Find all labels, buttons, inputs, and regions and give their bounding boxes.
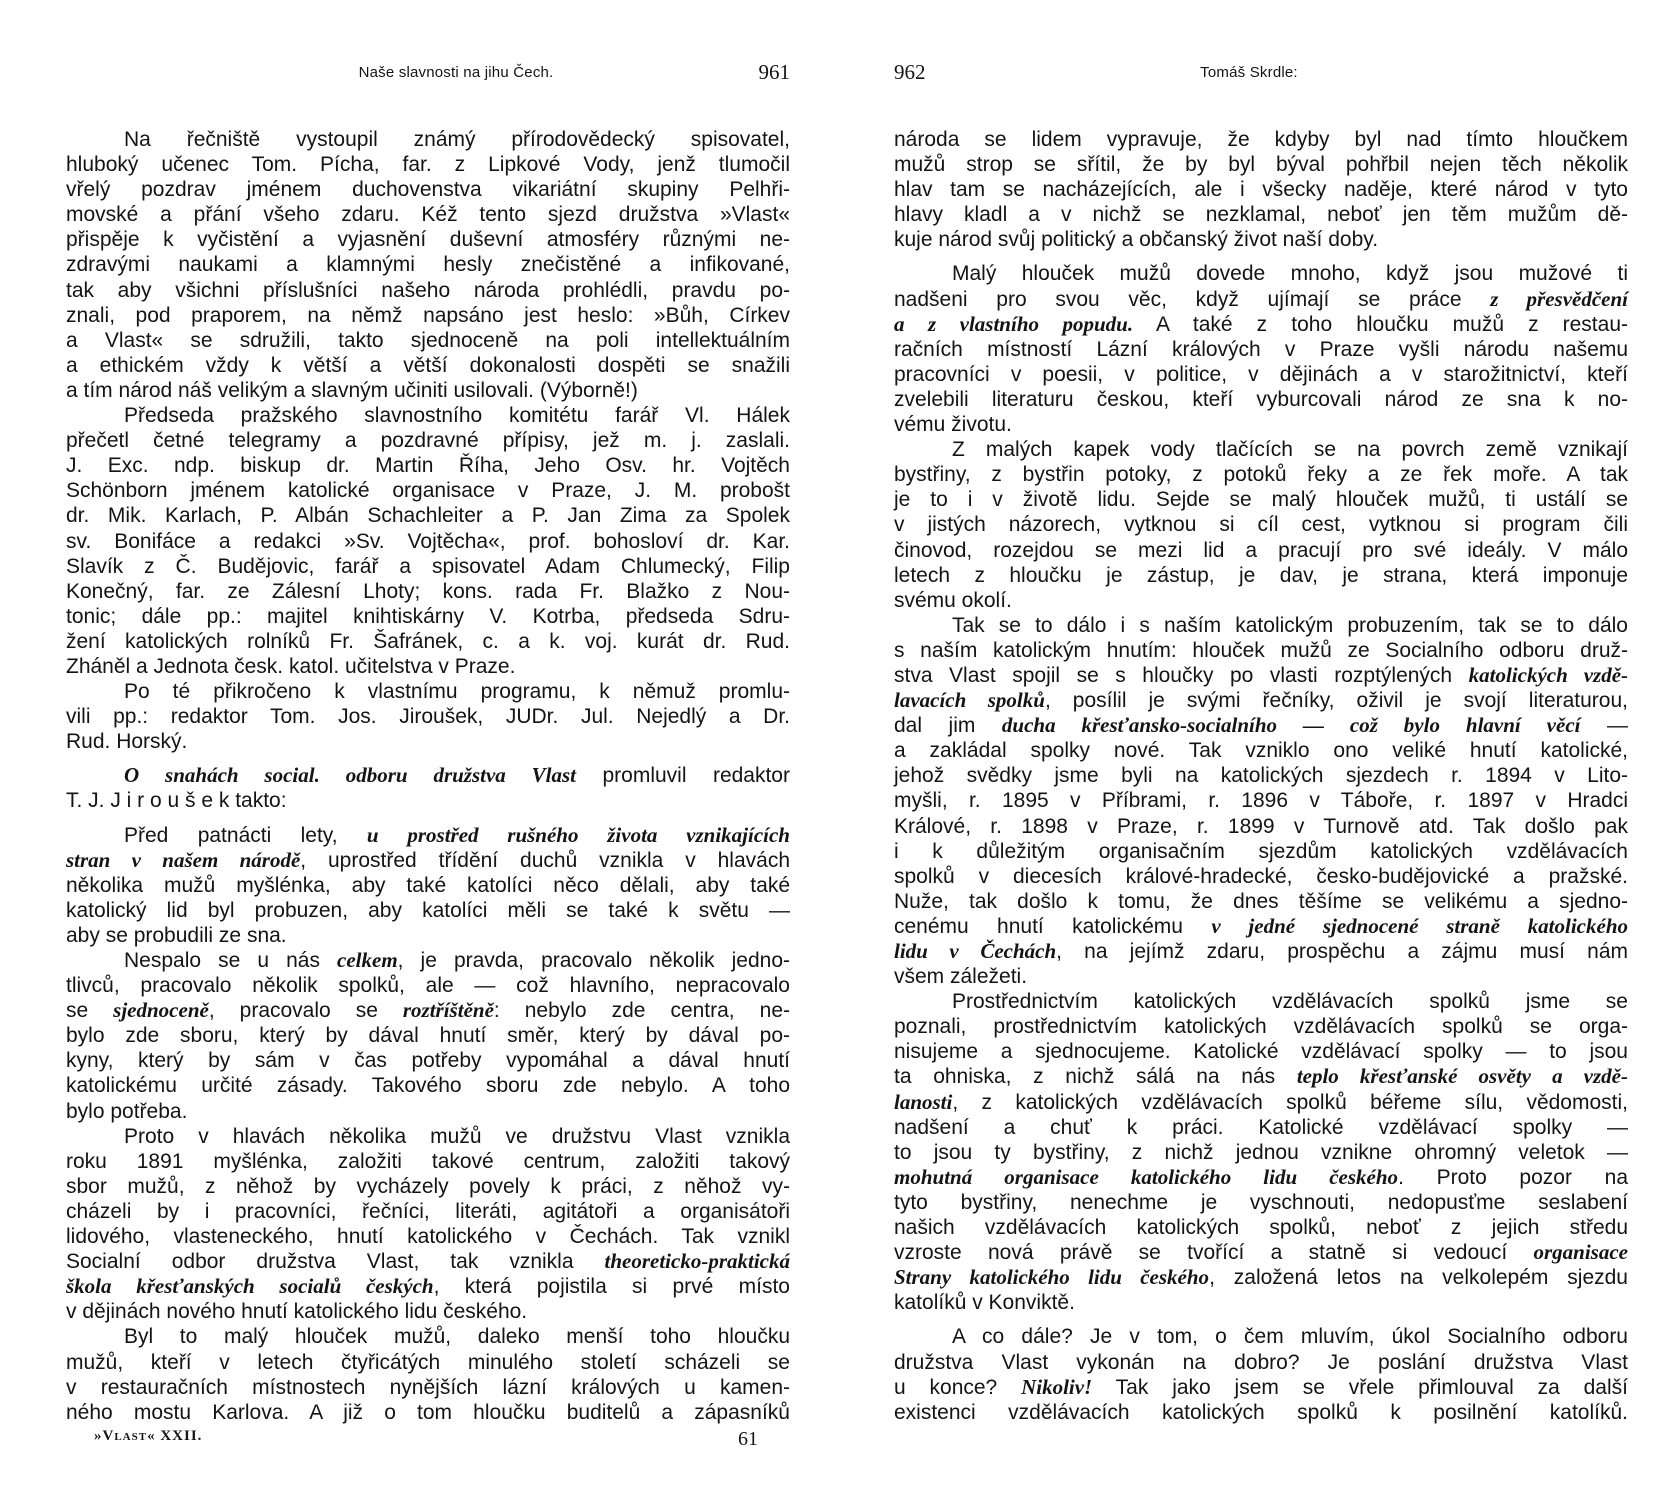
text-segment: Tak se to dálo i s naším katolickým probuzením, tak se to dálo: [952, 613, 1628, 637]
text-line: [894, 387, 1628, 412]
text-segment: i k důležitým organisačním sjezdům katolických vzdělávacích: [894, 839, 1628, 863]
paragraph: [894, 613, 1628, 989]
paragraph: [66, 403, 790, 679]
text-segment: , posílil je svými řečníky, oživil je svojí literaturou,: [1044, 689, 1628, 713]
text-segment: Králové, r. 1898 v Praze, r. 1899 v Turnově atd. Tak došlo pak: [894, 814, 1628, 838]
text-line: [894, 914, 1628, 939]
text-segment: Byl to malý hlouček mužů, daleko menší toho hloučku: [124, 1325, 790, 1349]
text-segment: cenému hnutí katolickému: [894, 914, 1212, 938]
text-segment: bylo zde sboru, který by dával hnutí směr, který by dával po-: [66, 1024, 790, 1048]
text-segment: bylo potřeba.: [66, 1099, 188, 1123]
emphasized-text: teplo křesťanské osvěty a vzdě-: [1296, 1064, 1628, 1089]
text-line: [66, 654, 790, 679]
text-line: [894, 613, 1628, 638]
text-segment: Předseda pražského slavnostního komitétu farář Vl. Hálek: [124, 404, 790, 428]
text-segment: A také z toho hloučku mužů z restau-: [1133, 312, 1628, 336]
text-segment: mužů strop se sřítil, že by byl býval pohřbil nejen těch několik: [894, 153, 1628, 177]
text-segment: Po té přikročeno k vlastnímu programu, k němuž promlu-: [124, 680, 790, 704]
text-line: [66, 923, 790, 948]
text-segment: tonic; dále pp.: majitel knihtiskárny V. Kotrba, předseda Sdru-: [66, 604, 790, 628]
text-segment: Schönborn jménem katolické organisace v Praze, J. M. probošt: [66, 479, 790, 503]
text-segment: letech z hloučku je zástup, je dav, je strana, která imponuje: [894, 563, 1628, 587]
text-segment: nadšení a chuť k práci. Katolické vzdělávací spolky —: [894, 1115, 1628, 1139]
text-line: [66, 1023, 790, 1048]
text-segment: dr. Mik. Karlach, P. Albán Schachleiter a P. Jan Zima za Spolek: [66, 504, 790, 528]
text-segment: movské a přání všeho zdaru. Kéž tento sjezd družstva »Vlast«: [66, 203, 790, 227]
emphasized-text: ducha křesťansko-socialního — což bylo hlavní věcí: [1001, 713, 1581, 738]
text-segment: jehož svědky jsme byli na katolických sjezdech r. 1894 v Lito-: [894, 764, 1628, 788]
text-segment: Nespalo se u nás: [124, 949, 338, 972]
emphasized-text: O snahách social. odboru družstva Vlast: [124, 763, 577, 788]
text-segment: se: [66, 999, 114, 1023]
text-line: [894, 713, 1628, 738]
text-line: [66, 898, 790, 923]
text-line: [894, 839, 1628, 864]
emphasized-text: z přesvědčení: [1490, 286, 1628, 311]
emphasized-text: a z vlastního popudu.: [894, 311, 1134, 336]
page-body: [894, 127, 1628, 1425]
text-line: [66, 873, 790, 898]
text-segment: , která pojistila si prvé místo: [433, 1275, 790, 1299]
text-segment: mužů, kteří v letech čtyřicátých minulého století scházeli se: [66, 1350, 790, 1374]
emphasized-text: u prostřed rušného života vznikajících: [366, 822, 790, 847]
text-segment: tyto bystřiny, nenechme je vyschnouti, nedopusťme seslabení: [894, 1190, 1628, 1214]
text-line: [894, 538, 1628, 563]
text-line: [894, 437, 1628, 462]
text-line: [66, 629, 790, 654]
footer-sheet-number: 61: [738, 1428, 758, 1450]
text-line: [66, 227, 790, 252]
text-line: [894, 152, 1628, 177]
text-segment: kyny, který by sám v čas potřeby vypomáhal a dával hnutí: [66, 1049, 790, 1073]
text-segment: a zakládal spolky nové. Tak vzniklo ono veliké hnutí katolické,: [894, 739, 1628, 763]
text-segment: Zháněl a Jednota česk. katol. učitelstva v Praze.: [66, 654, 516, 678]
text-segment: spolků v diecesích králové-hradecké, česko-budějovické a pražské.: [894, 864, 1628, 888]
paragraph: [66, 763, 790, 813]
text-segment: sv. Bonifáce a redakci »Sv. Vojtěcha«, prof. bohosloví dr. Kar.: [66, 529, 790, 553]
text-segment: tak aby všichni příslušníci našeho národa prohlédli, pravdu po-: [66, 278, 790, 302]
text-line: [894, 1324, 1628, 1349]
text-line: [66, 278, 790, 303]
text-line: [894, 287, 1628, 312]
emphasized-text: lavacích spolků: [894, 688, 1045, 713]
text-line: [66, 763, 790, 788]
emphasized-text: stran v našem národě: [66, 847, 301, 872]
text-segment: Proto v hlavách několika mužů ve družstvu Vlast vznikla: [124, 1124, 790, 1148]
text-segment: račních místností Lázní králových v Praze vyšli národu našemu: [894, 337, 1628, 361]
text-line: [894, 487, 1628, 512]
text-segment: v dějinách nového hnutí katolického lidu českého.: [66, 1300, 528, 1324]
text-line: [66, 1048, 790, 1073]
text-line: [66, 704, 790, 729]
text-line: [66, 428, 790, 453]
text-line: [66, 328, 790, 353]
text-segment: hlav tam se nacházejících, ale i všecky naděje, které národ v tyto: [894, 178, 1628, 202]
text-line: [66, 303, 790, 328]
text-segment: bystřiny, z bystřin potoky, z potoků řeky a ze řek moře. A tak: [894, 463, 1628, 487]
text-segment: Tak jako jsem se vřele přimlouval za další: [1092, 1375, 1628, 1399]
text-segment: vzroste nová právě se tvořící a statně si vedoucí: [894, 1241, 1534, 1265]
emphasized-text: Strany katolického lidu českého: [894, 1265, 1210, 1290]
text-segment: kuje národ svůj politický a občanský život naší doby.: [894, 228, 1379, 252]
text-line: [894, 1064, 1628, 1089]
text-line: [894, 788, 1628, 813]
text-segment: s naším katolickým hnutím: hlouček mužů ze Socialního odboru druž-: [894, 638, 1628, 662]
text-line: [66, 1099, 790, 1124]
text-line: [894, 814, 1628, 839]
text-line: [894, 889, 1628, 914]
emphasized-text: Nikoliv!: [1021, 1374, 1093, 1399]
text-segment: Malý hlouček mužů dovede mnoho, když jsou mužové ti: [952, 262, 1628, 286]
text-line: [894, 1039, 1628, 1064]
text-segment: Slavík z Č. Budějovic, farář a spisovatel Adam Chlumecký, Filip: [66, 554, 790, 578]
emphasized-text: roztříštěně: [402, 998, 494, 1023]
text-line: [894, 412, 1628, 437]
text-segment: vému životu.: [894, 413, 1012, 437]
emphasized-text: lidu v Čechách: [894, 939, 1057, 963]
text-segment: žení katolických rolníků Fr. Šafránek, c. a k. voj. kurát dr. Rud.: [66, 629, 790, 653]
text-line: [66, 378, 790, 403]
text-segment: zdravými naukami a klamnými hesly znečistěné a infikované,: [66, 253, 790, 277]
text-segment: zvelebili literaturu českou, kteří vyburcovali národ ze sna k no-: [894, 387, 1628, 411]
paragraph: [66, 1124, 790, 1325]
text-line: [894, 964, 1628, 989]
text-segment: myšli, r. 1895 v Příbrami, r. 1896 v Táboře, r. 1897 v Hradci: [894, 789, 1628, 813]
text-segment: pracovníci v poesii, v politice, v dějinách a v starožitnictví, kteří: [894, 362, 1628, 386]
text-line: [894, 312, 1628, 337]
page-number: 961: [758, 60, 790, 84]
left-page-961: [66, 0, 790, 1500]
emphasized-text: katolických vzdě-: [1468, 662, 1629, 687]
paragraph: [66, 823, 790, 948]
text-segment: tlivců, pracovalo několik spolků, ale — což hlavního, nepracovalo: [66, 974, 790, 998]
text-line: [894, 738, 1628, 763]
text-line: [894, 663, 1628, 688]
text-line: [66, 1249, 790, 1274]
text-line: [894, 512, 1628, 537]
text-line: [894, 638, 1628, 663]
text-line: [66, 788, 790, 813]
text-segment: všem záležeti.: [894, 965, 1028, 989]
text-line: [66, 478, 790, 503]
text-segment: vřelý pozdrav jménem duchovenstva vikariátní skupiny Pelhři-: [66, 178, 790, 202]
text-segment: a Vlast« se sdružili, takto sjednoceně na poli intellektuálním: [66, 328, 790, 352]
emphasized-text: v jedné sjednocené straně katolického: [1211, 913, 1628, 938]
text-line: [894, 588, 1628, 613]
text-segment: , na jejímž zdaru, prospěchu a zájmu musí nám: [1056, 940, 1628, 963]
paragraph: [894, 261, 1628, 437]
text-segment: v restauračních místnostech nynějších lázní králových u kamen-: [66, 1375, 790, 1399]
text-segment: u konce?: [894, 1375, 1022, 1399]
text-line: [66, 453, 790, 478]
text-segment: nadšeni pro svou věc, když ujímají se práce: [894, 287, 1491, 311]
text-line: [894, 1240, 1628, 1265]
text-segment: stva Vlast spojil se s hloučky po vlasti rozptýlených: [894, 663, 1469, 687]
text-segment: v jistých názorech, vytknou si cíl cest, vytknou si program čili: [894, 513, 1628, 537]
text-line: [66, 604, 790, 629]
text-segment: Před patnácti lety,: [124, 823, 367, 847]
text-line: [894, 939, 1628, 964]
text-segment: několika mužů myšlénka, aby také katolíci něco dělali, aby také: [66, 873, 790, 897]
text-line: [66, 679, 790, 704]
text-segment: poznali, prostřednictvím katolických vzdělávacích spolků se orga-: [894, 1015, 1628, 1039]
text-segment: svému okolí.: [894, 588, 1012, 612]
text-line: [66, 848, 790, 873]
text-line: [894, 462, 1628, 487]
text-line: [66, 1324, 790, 1349]
text-segment: cházeli by i pracovníci, řečníci, literáti, agitátoři a organisátoři: [66, 1199, 790, 1223]
paragraph: [894, 127, 1628, 252]
text-line: [894, 864, 1628, 889]
text-line: [894, 1190, 1628, 1215]
text-line: [894, 1090, 1628, 1115]
text-segment: : nebylo zde centra, ne-: [493, 999, 790, 1023]
text-segment: je to i v životě lidu. Sejde se malý hlouček mužů, ti ustálí se: [894, 488, 1628, 512]
text-segment: nisujeme a sjednocujeme. Katolické vzdělávací spolky — to jsou: [894, 1040, 1628, 1064]
text-segment: národa se lidem vypravuje, že kdyby byl nad tímto hloučkem: [894, 128, 1628, 151]
text-line: [66, 152, 790, 177]
paragraph: [66, 127, 790, 403]
text-segment: , z katolických vzdělávacích spolků béřeme sílu, vědomosti,: [952, 1090, 1628, 1114]
text-line: [66, 1199, 790, 1224]
text-line: [66, 1274, 790, 1299]
text-segment: , založená letos na velkolepém sjezdu: [1209, 1266, 1628, 1290]
text-segment: J. Exc. ndp. biskup dr. Martin Říha, Jeho Osv. hr. Vojtěch: [66, 454, 790, 478]
text-segment: družstva Vlast vykonán na dobro? Je poslání družstva Vlast: [894, 1350, 1628, 1374]
text-line: [894, 1115, 1628, 1140]
text-line: [66, 1174, 790, 1199]
text-line: [894, 688, 1628, 713]
text-line: [66, 403, 790, 428]
text-line: [66, 202, 790, 227]
text-line: [894, 763, 1628, 788]
text-segment: roku 1891 myšlénka, založiti takové centrum, založiti takový: [66, 1149, 790, 1173]
text-line: [894, 177, 1628, 202]
text-segment: ta ohniska, z nichž sálá na nás: [894, 1065, 1297, 1089]
text-segment: T. J. J i r o u š e k takto:: [66, 789, 287, 813]
text-segment: —: [1580, 714, 1628, 738]
text-line: [66, 1124, 790, 1149]
text-line: [66, 177, 790, 202]
text-line: [66, 579, 790, 604]
text-line: [66, 948, 790, 973]
text-line: [66, 729, 790, 754]
text-line: [894, 337, 1628, 362]
text-segment: našich vzdělávacích katolických spolků, neboť z jejich středu: [894, 1216, 1628, 1240]
text-segment: Na řečniště vystoupil známý přírodovědecký spisovatel,: [124, 128, 790, 151]
text-segment: dal jim: [894, 714, 1002, 738]
text-segment: to jsou ty bystřiny, z nichž jednou vznikne ohromný veletok —: [894, 1140, 1628, 1164]
text-line: [66, 1073, 790, 1098]
text-line: [894, 1375, 1628, 1400]
text-line: [66, 998, 790, 1023]
text-line: [894, 1165, 1628, 1190]
text-segment: , pracovalo se: [208, 999, 403, 1023]
text-line: [894, 227, 1628, 252]
text-line: [66, 973, 790, 998]
text-line: [66, 353, 790, 378]
paragraph: [894, 437, 1628, 613]
text-line: [66, 823, 790, 848]
text-line: [66, 1375, 790, 1400]
emphasized-text: sjednoceně: [113, 998, 209, 1023]
page-number: 962: [894, 60, 926, 84]
text-line: [66, 1299, 790, 1324]
text-segment: činovod, rozejdou se mezi lid a pracují pro své ideály. V málo: [894, 538, 1628, 562]
text-segment: lidového, vlasteneckého, hnutí katolického v Čechách. Tak vznikl: [66, 1225, 790, 1249]
text-segment: katolíků v Konviktě.: [894, 1291, 1075, 1315]
running-head: Tomáš Skrdle:: [1200, 64, 1298, 81]
text-line: [66, 529, 790, 554]
text-segment: hlavy kladl a v nichž se nezklamal, neboť jen těm mužům dě-: [894, 203, 1628, 227]
text-line: [66, 1350, 790, 1375]
emphasized-text: theoreticko-praktická: [604, 1249, 790, 1274]
text-segment: katolickému určité zásady. Takového sboru zde nebylo. A toho: [66, 1074, 790, 1098]
text-segment: přečetl četné telegramy a pozdravné přípisy, jež m. j. zaslali.: [66, 429, 790, 453]
footer-signature: »Vlast« XXII.: [94, 1428, 203, 1444]
text-segment: přispěje k vyčistění a vyjasnění duševní atmosféry různými ne-: [66, 228, 790, 252]
text-segment: znali, pod praporem, na němž napsáno jest heslo: »Bůh, Církev: [66, 303, 790, 327]
text-line: [894, 1014, 1628, 1039]
text-line: [66, 1224, 790, 1249]
text-line: [66, 1400, 790, 1425]
text-line: [894, 989, 1628, 1014]
emphasized-text: organisace: [1533, 1240, 1628, 1265]
paragraph: [66, 1324, 790, 1424]
text-line: [894, 202, 1628, 227]
text-segment: sbor mužů, z něhož by vycházely povely k práci, z něhož vy-: [66, 1174, 790, 1198]
text-segment: a ethickém vždy k větší a větší dokonalosti dospěti se snažili: [66, 353, 790, 377]
text-line: [66, 554, 790, 579]
text-segment: Prostřednictvím katolických vzdělávacích spolků jsme se: [952, 990, 1628, 1014]
text-segment: vili pp.: redaktor Tom. Jos. Jiroušek, JUDr. Jul. Nejedlý a Dr.: [66, 705, 790, 729]
text-segment: promluvil redaktor: [576, 764, 790, 788]
text-segment: existenci vzdělávacích katolických spolků k posilnění katolíků.: [894, 1400, 1628, 1424]
page-body: [66, 127, 790, 1425]
text-line: [894, 1350, 1628, 1375]
text-line: [894, 1265, 1628, 1290]
text-line: [66, 1149, 790, 1174]
emphasized-text: lanosti: [894, 1089, 953, 1114]
text-line: [66, 252, 790, 277]
text-line: [66, 503, 790, 528]
emphasized-text: mohutná organisace katolického lidu českého: [894, 1164, 1399, 1189]
text-line: [894, 1140, 1628, 1165]
text-line: [894, 127, 1628, 152]
text-segment: Z malých kapek vody tlačících se na povrch země vznikají: [952, 438, 1628, 462]
text-line: [894, 1290, 1628, 1315]
paragraph: [66, 948, 790, 1124]
text-segment: , je pravda, pracovalo několik jedno-: [397, 949, 790, 972]
running-head: Naše slavnosti na jihu Čech.: [358, 64, 554, 81]
emphasized-text: škola křesťanských socialů českých: [66, 1274, 434, 1299]
paragraph: [894, 1324, 1628, 1424]
text-segment: hluboký učenec Tom. Pícha, far. z Lipkové Vody, jenž tlumočil: [66, 153, 790, 177]
text-segment: ného mostu Karlova. A již o tom hloučku buditelů a zápasníků: [66, 1400, 790, 1424]
paragraph: [894, 989, 1628, 1315]
text-line: [894, 1400, 1628, 1425]
text-line: [894, 1215, 1628, 1240]
text-line: [894, 362, 1628, 387]
text-line: [66, 127, 790, 152]
text-segment: Rud. Horský.: [66, 730, 188, 754]
text-segment: katolický lid byl probuzen, aby katolíci měli se také k světu —: [66, 898, 790, 922]
text-line: [894, 563, 1628, 588]
text-segment: a tím národ náš velikým a slavným učiniti usilovali. (Výborně!): [66, 378, 638, 402]
text-segment: Konečný, far. ze Zálesní Lhoty; kons. rada Fr. Blažko z Nou-: [66, 579, 790, 603]
text-segment: Nuže, tak došlo k tomu, že dnes těšíme se velikému a sjedno-: [894, 889, 1628, 913]
text-segment: aby se probudili ze sna.: [66, 923, 287, 947]
text-segment: . Proto pozor na: [1398, 1165, 1629, 1189]
text-segment: Socialní odbor družstva Vlast, tak vznikla: [66, 1250, 605, 1274]
text-segment: A co dále? Je v tom, o čem mluvím, úkol Socialního odboru: [952, 1325, 1628, 1349]
text-segment: , uprostřed třídění duchů vznikla v hlavách: [300, 848, 790, 872]
emphasized-text: celkem: [337, 948, 398, 972]
paragraph: [66, 679, 790, 754]
right-page-962: [894, 0, 1628, 1500]
text-line: [894, 261, 1628, 286]
